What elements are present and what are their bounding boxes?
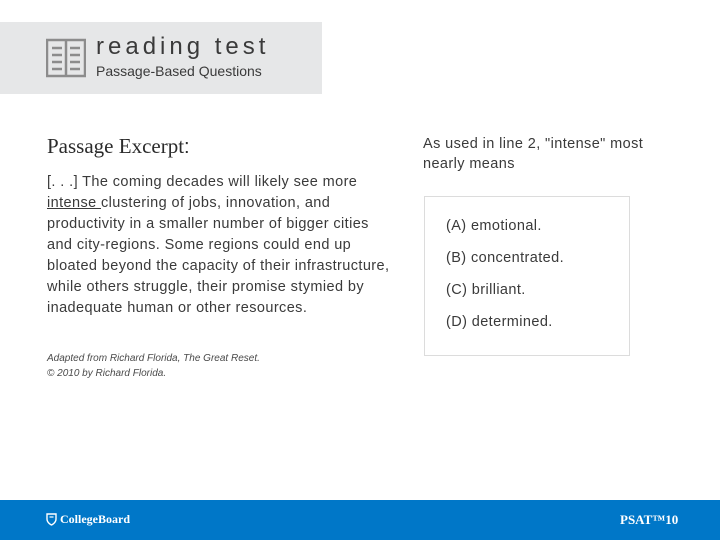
passage-heading [47,134,190,159]
option-c[interactable]: (C) brilliant. [446,282,526,298]
option-d[interactable]: (D) determined. [446,314,553,330]
passage-heading-colon: : [184,136,190,158]
citation-copyright: © 2010 by Richard Florida. [47,368,167,379]
passage-text-start: [. . .] The coming decades will likely see more [47,174,358,190]
collegeboard-text: CollegeBoard [60,512,130,526]
option-a[interactable]: (A) emotional. [446,218,542,234]
page-subtitle: Passage-Based Questions [96,63,262,79]
citation-source: Adapted from Richard Florida, The Great Reset. [47,353,260,364]
passage-citation [47,351,260,381]
collegeboard-logo [46,512,130,527]
question-prompt: As used in line 2, "intense" most nearly means [423,136,644,172]
option-b[interactable]: (B) concentrated. [446,250,565,266]
book-icon [46,38,86,78]
psat-logo: PSAT™10 [620,512,679,527]
passage-text-end: clustering of jobs, innovation, and productivity in a smaller number of bigger cities and city-regions. Some regions could end up bloated beyond the capacity of their infrastructure, while others struggle, their promise stymied by inadequate human or other resources. [47,195,390,316]
acorn-icon [46,513,57,526]
passage-heading-text: Passage Excerpt [47,134,185,158]
page-title: reading test [96,33,270,60]
underlined-word: intense [47,195,101,211]
passage-text [47,172,392,319]
answer-options [424,196,630,356]
footer-bar [0,500,720,540]
